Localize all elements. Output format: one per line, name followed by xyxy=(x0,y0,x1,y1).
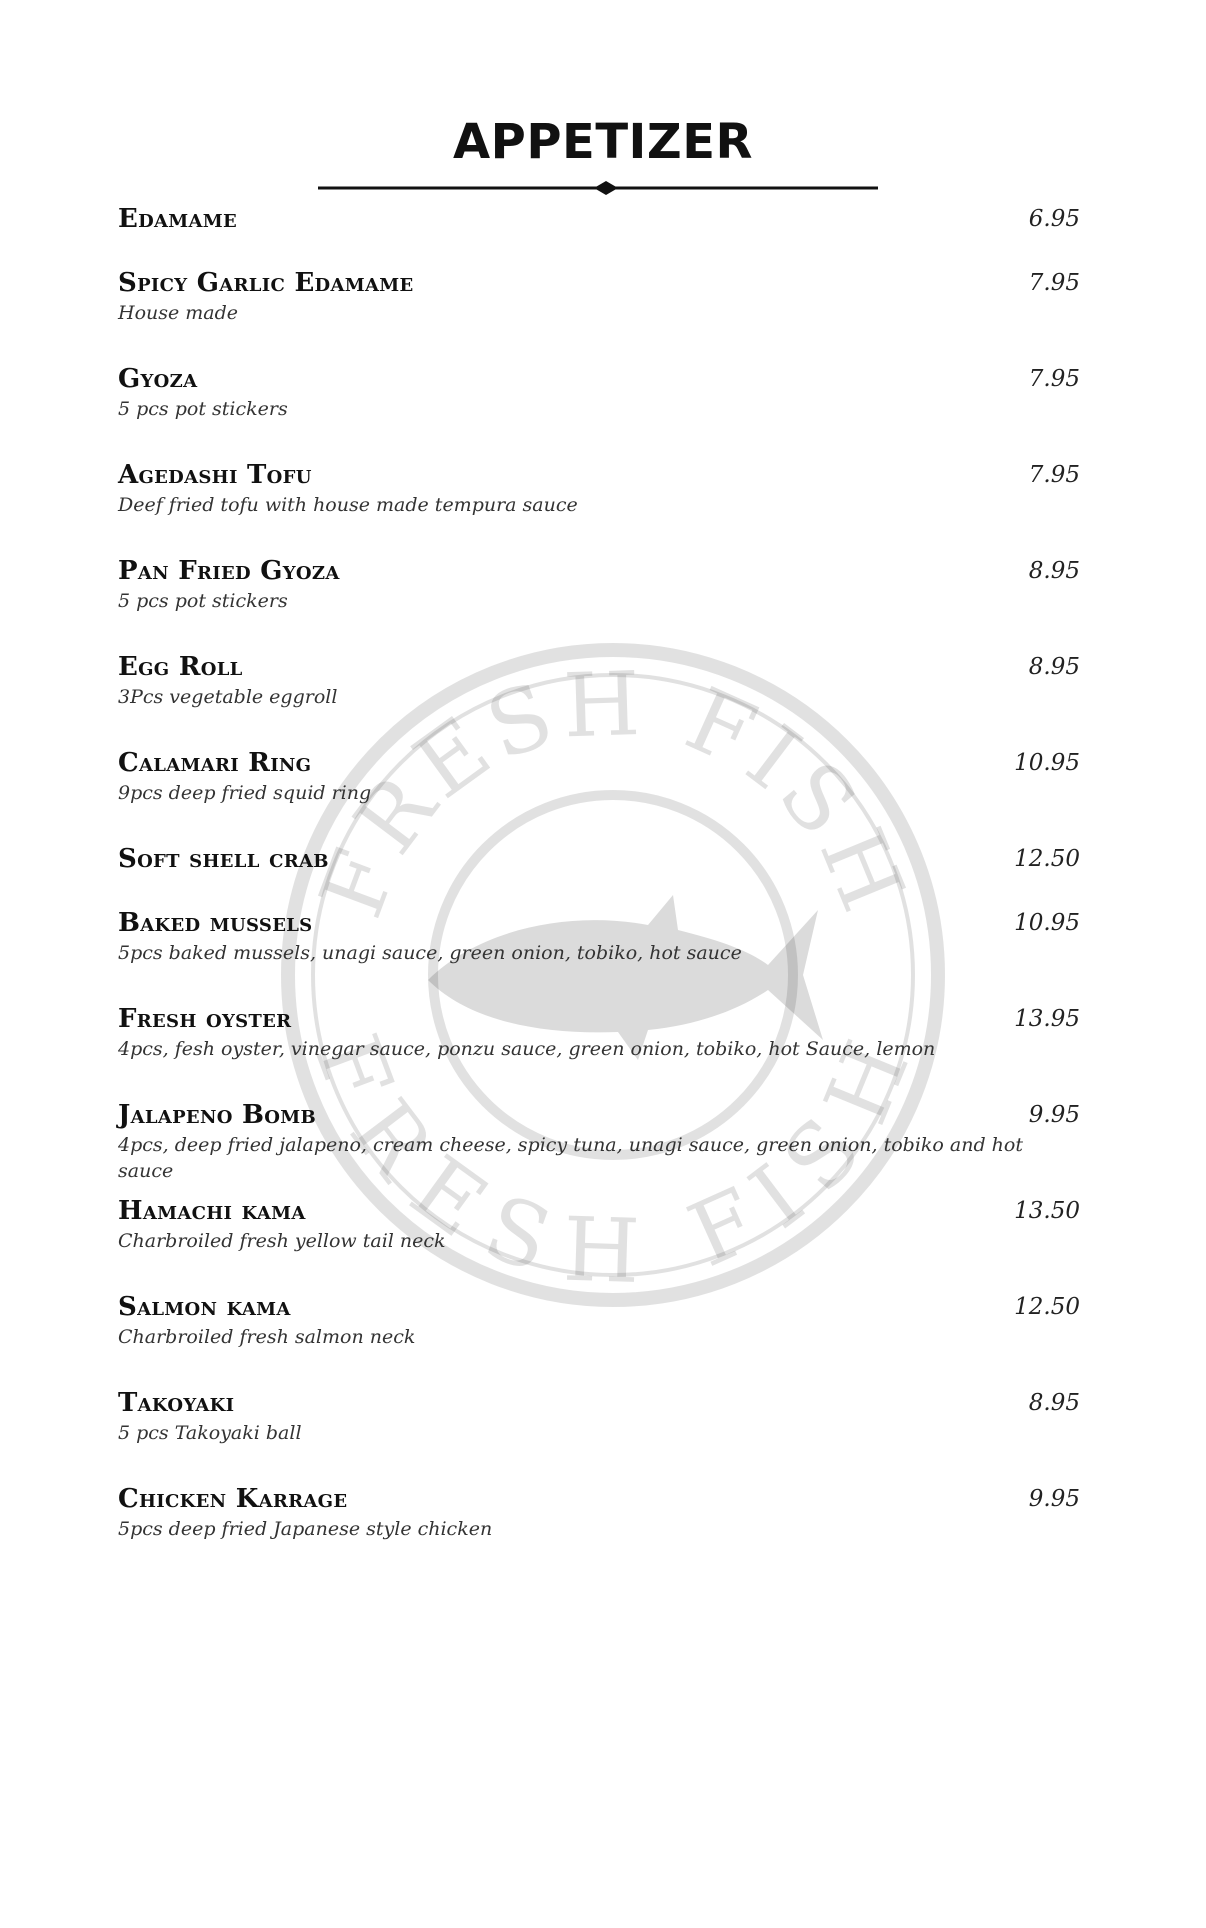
section-title: APPETIZER xyxy=(453,114,753,170)
menu-item xyxy=(118,202,1080,236)
menu-item-description: 5 pcs pot stickers xyxy=(118,398,288,420)
menu-item-price: 7.95 xyxy=(1028,462,1080,488)
menu-item-name: Edamame xyxy=(118,204,238,234)
menu-item-price: 7.95 xyxy=(1028,366,1080,392)
menu-item-name: Baked mussels xyxy=(118,908,313,938)
menu-item-description: 5 pcs Takoyaki ball xyxy=(118,1422,302,1444)
menu-item-price: 8.95 xyxy=(1028,1390,1080,1416)
menu-item-name: Gyoza xyxy=(118,364,198,394)
menu-item xyxy=(118,650,1080,710)
menu-item-price: 9.95 xyxy=(1028,1486,1080,1512)
menu-item xyxy=(118,266,1080,326)
menu-item-name: Takoyaki xyxy=(118,1388,235,1418)
menu-item xyxy=(118,746,1080,806)
menu-item-name: Soft shell crab xyxy=(118,844,329,874)
menu-item-price: 6.95 xyxy=(1028,206,1080,232)
menu-item-name: Salmon kama xyxy=(118,1292,291,1322)
menu-item-price: 13.50 xyxy=(1014,1198,1080,1224)
menu-item-name: Spicy Garlic Edamame xyxy=(118,268,414,298)
menu-item-name: Egg Roll xyxy=(118,652,243,682)
menu-item-description: 5 pcs pot stickers xyxy=(118,590,288,612)
menu-item-price: 12.50 xyxy=(1014,846,1080,872)
menu-item xyxy=(118,1194,1080,1254)
menu-item-name: Fresh oyster xyxy=(118,1004,292,1034)
title-divider xyxy=(318,178,878,198)
menu-item xyxy=(118,1290,1080,1350)
menu-item-name: Calamari Ring xyxy=(118,748,312,778)
menu-item-name: Pan Fried Gyoza xyxy=(118,556,340,586)
menu-item-price: 10.95 xyxy=(1014,910,1080,936)
menu-item-description: 3Pcs vegetable eggroll xyxy=(118,686,338,708)
watermark-top-text: FRESH FISH xyxy=(299,651,927,931)
menu-item-name: Agedashi Tofu xyxy=(118,460,312,490)
menu-item-price: 12.50 xyxy=(1014,1294,1080,1320)
menu-item-description: Charbroiled fresh yellow tail neck xyxy=(118,1230,446,1252)
menu-item-name: Hamachi kama xyxy=(118,1196,306,1226)
menu-item xyxy=(118,1482,1080,1542)
menu-item-description: 4pcs, deep fried jalapeno, cream cheese, spicy tuna, unagi sauce, green onion, tobiko and hot sauce xyxy=(118,1134,1023,1182)
menu-item xyxy=(118,554,1080,614)
menu-item-description: 5pcs deep fried Japanese style chicken xyxy=(118,1518,493,1540)
menu-item-name: Chicken Karrage xyxy=(118,1484,348,1514)
menu-item xyxy=(118,1002,1080,1062)
menu-item-description: Deef fried tofu with house made tempura sauce xyxy=(118,494,578,516)
menu-item xyxy=(118,1098,1080,1184)
menu-item xyxy=(118,842,1080,876)
watermark-bottom-text: FRESH FISH xyxy=(295,1021,931,1303)
menu-item xyxy=(118,458,1080,518)
menu-item-description: House made xyxy=(118,302,239,324)
menu-item-price: 7.95 xyxy=(1028,270,1080,296)
menu-item-name: Jalapeno Bomb xyxy=(118,1100,317,1130)
menu-item-description: 9pcs deep fried squid ring xyxy=(118,782,372,804)
menu-item-price: 9.95 xyxy=(1028,1102,1080,1128)
menu-item xyxy=(118,1386,1080,1446)
menu-item xyxy=(118,906,1080,966)
menu-item-price: 13.95 xyxy=(1014,1006,1080,1032)
menu-item xyxy=(118,362,1080,422)
menu-item-description: Charbroiled fresh salmon neck xyxy=(118,1326,416,1348)
menu-item-description: 5pcs baked mussels, unagi sauce, green onion, tobiko, hot sauce xyxy=(118,942,742,964)
menu-item-price: 8.95 xyxy=(1028,558,1080,584)
menu-item-price: 8.95 xyxy=(1028,654,1080,680)
menu-item-description: 4pcs, fesh oyster, vinegar sauce, ponzu sauce, green onion, tobiko, hot Sauce, lemon xyxy=(118,1038,936,1060)
menu-item-price: 10.95 xyxy=(1014,750,1080,776)
